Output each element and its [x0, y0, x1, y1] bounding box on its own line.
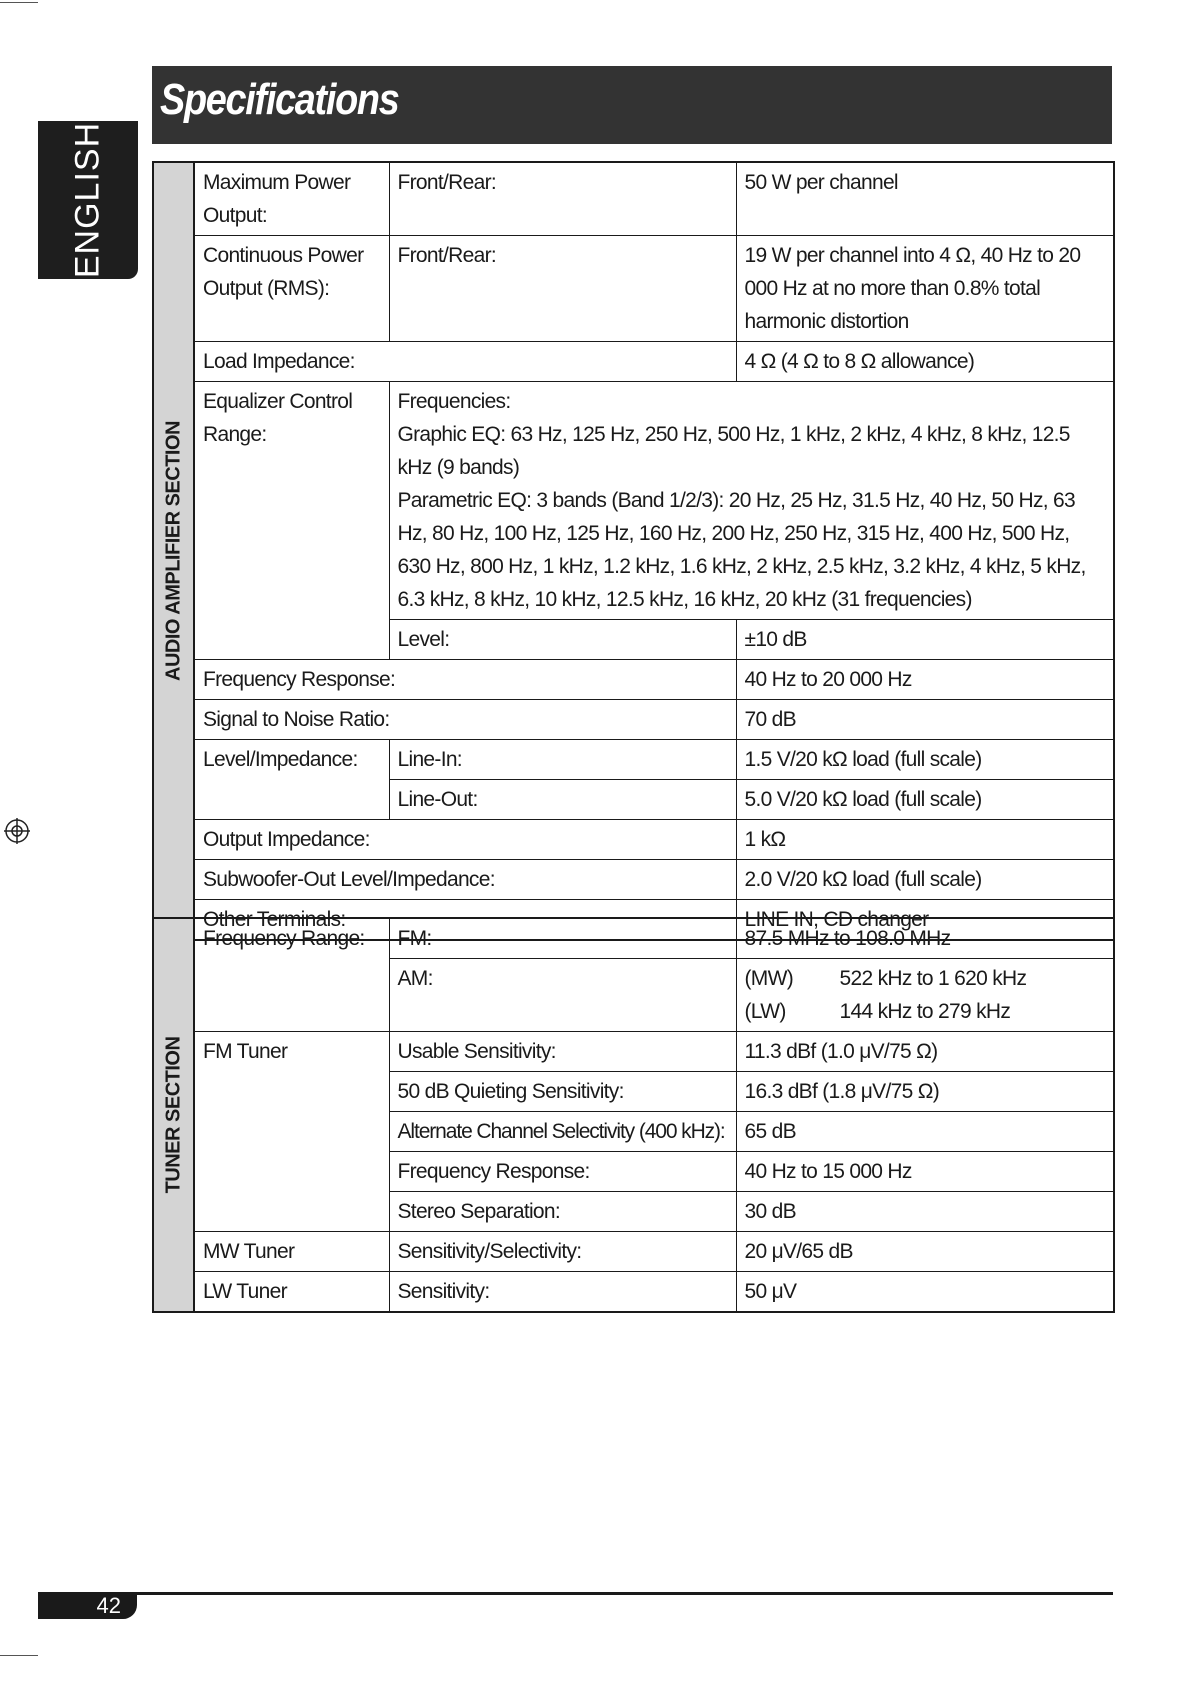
spec-value: 5.0 V/20 kΩ load (full scale) — [736, 780, 1114, 820]
spec-sublabel: 50 dB Quieting Sensitivity: — [389, 1072, 736, 1112]
mw-band-label: (MW) — [744, 967, 794, 990]
table-row — [153, 918, 1114, 959]
table-row — [153, 382, 1114, 620]
spec-label: Frequency Range: — [194, 918, 389, 1032]
spec-sublabel: FM: — [389, 918, 736, 959]
spec-label: Other Terminals: — [194, 900, 736, 941]
spec-value: 1.5 V/20 kΩ load (full scale) — [736, 740, 1114, 780]
language-tab — [38, 121, 138, 279]
spec-label: Load Impedance: — [194, 342, 736, 382]
tuner-table — [152, 917, 1115, 1313]
eq-frequencies-cell — [389, 382, 1114, 620]
language-label: ENGLISH — [68, 121, 107, 279]
crop-mark-bottom — [0, 1655, 38, 1656]
spec-sublabel: Alternate Channel Selectivity (400 kHz): — [389, 1112, 736, 1152]
spec-label: MW Tuner — [194, 1232, 389, 1272]
spec-sublabel: Front/Rear: — [389, 162, 736, 236]
spec-label: Maximum Power Output: — [194, 162, 389, 236]
spec-sublabel: Sensitivity/Selectivity: — [389, 1232, 736, 1272]
crop-mark-top — [0, 2, 38, 3]
spec-sublabel: Stereo Separation: — [389, 1192, 736, 1232]
mw-band-value: 522 kHz to 1 620 kHz — [839, 967, 1027, 990]
spec-sublabel: Level: — [389, 620, 736, 660]
spec-value: 40 Hz to 15 000 Hz — [736, 1152, 1114, 1192]
table-row — [153, 1032, 1114, 1072]
spec-value: 11.3 dBf (1.0 μV/75 Ω) — [736, 1032, 1114, 1072]
spec-label: Frequency Response: — [194, 660, 736, 700]
spec-value: 16.3 dBf (1.8 μV/75 Ω) — [736, 1072, 1114, 1112]
spec-value: 40 Hz to 20 000 Hz — [736, 660, 1114, 700]
spec-value: ±10 dB — [736, 620, 1114, 660]
eq-parametric: Parametric EQ: 3 bands (Band 1/2/3): 20 Hz, 25 Hz, 31.5 Hz, 40 Hz, 50 Hz, 63 Hz, 80 Hz, 100 Hz, 125 Hz, 160 Hz, 200 Hz, 250 Hz, 315 Hz, 400 Hz, 500 Hz, 630 Hz, 800 Hz, 1 kHz, 1.2 kHz, 1.6 kHz, 2 kHz, 2.5 kHz, 3.2 kHz, 4 kHz, 5 kHz, 6.3 kHz, 8 kHz, 10 kHz, 12.5 kHz, 16 kHz, 20 kHz (31 frequencies) — [397, 489, 1086, 611]
table-row — [153, 700, 1114, 740]
spec-value: 87.5 MHz to 108.0 MHz — [736, 918, 1114, 959]
spec-sublabel: Line-In: — [389, 740, 736, 780]
spec-sublabel: Sensitivity: — [389, 1272, 736, 1313]
audio-section-label: AUDIO AMPLIFIER SECTION — [162, 421, 184, 681]
footer-rule — [38, 1592, 1113, 1595]
spec-sublabel: Usable Sensitivity: — [389, 1032, 736, 1072]
spec-label: Output Impedance: — [194, 820, 736, 860]
am-values-cell — [736, 959, 1114, 1032]
spec-label: Equalizer Control Range: — [194, 382, 389, 660]
page-header — [152, 66, 1112, 144]
eq-frequencies-heading: Frequencies: — [397, 390, 511, 413]
spec-label: Level/Impedance: — [194, 740, 389, 820]
table-row — [153, 1232, 1114, 1272]
spec-sublabel: Front/Rear: — [389, 236, 736, 342]
table-row — [153, 1272, 1114, 1313]
spec-value: 50 μV — [736, 1272, 1114, 1313]
spec-sublabel: Line-Out: — [389, 780, 736, 820]
spec-label: FM Tuner — [194, 1032, 389, 1232]
spec-value: 1 kΩ — [736, 820, 1114, 860]
section-label-cell — [153, 918, 194, 1312]
table-row — [153, 740, 1114, 780]
spec-value: 4 Ω (4 Ω to 8 Ω allowance) — [736, 342, 1114, 382]
am-lw-row — [745, 995, 1114, 1028]
lw-band-value: 144 kHz to 279 kHz — [839, 1000, 1011, 1023]
spec-label: Subwoofer-Out Level/Impedance: — [194, 860, 736, 900]
table-row — [153, 342, 1114, 382]
am-mw-row — [745, 962, 1114, 995]
spec-value: 2.0 V/20 kΩ load (full scale) — [736, 860, 1114, 900]
table-row — [153, 860, 1114, 900]
page-title: Specifications — [160, 75, 399, 124]
spec-value: 30 dB — [736, 1192, 1114, 1232]
table-row — [153, 820, 1114, 860]
audio-amplifier-table — [152, 161, 1115, 941]
table-row — [153, 162, 1114, 236]
spec-label: Continuous Power Output (RMS): — [194, 236, 389, 342]
table-row — [153, 660, 1114, 700]
registration-mark-icon — [4, 818, 30, 844]
section-label-cell — [153, 162, 194, 940]
spec-value: LINE IN, CD changer — [736, 900, 1114, 941]
page-number: 42 — [38, 1592, 137, 1619]
spec-value: 70 dB — [736, 700, 1114, 740]
spec-value: 65 dB — [736, 1112, 1114, 1152]
tuner-section-label: TUNER SECTION — [162, 1036, 184, 1194]
spec-label: Signal to Noise Ratio: — [194, 700, 736, 740]
spec-sublabel: AM: — [389, 959, 736, 1032]
spec-label: LW Tuner — [194, 1272, 389, 1313]
spec-value: 20 μV/65 dB — [736, 1232, 1114, 1272]
eq-graphic: Graphic EQ: 63 Hz, 125 Hz, 250 Hz, 500 Hz, 1 kHz, 2 kHz, 4 kHz, 8 kHz, 12.5 kHz (9 bands) — [397, 423, 1070, 479]
lw-band-label: (LW) — [744, 1000, 786, 1023]
table-row — [153, 236, 1114, 342]
spec-value: 19 W per channel into 4 Ω, 40 Hz to 20 000 Hz at no more than 0.8% total harmonic distortion — [736, 236, 1114, 342]
spec-sublabel: Frequency Response: — [389, 1152, 736, 1192]
spec-value: 50 W per channel — [736, 162, 1114, 236]
